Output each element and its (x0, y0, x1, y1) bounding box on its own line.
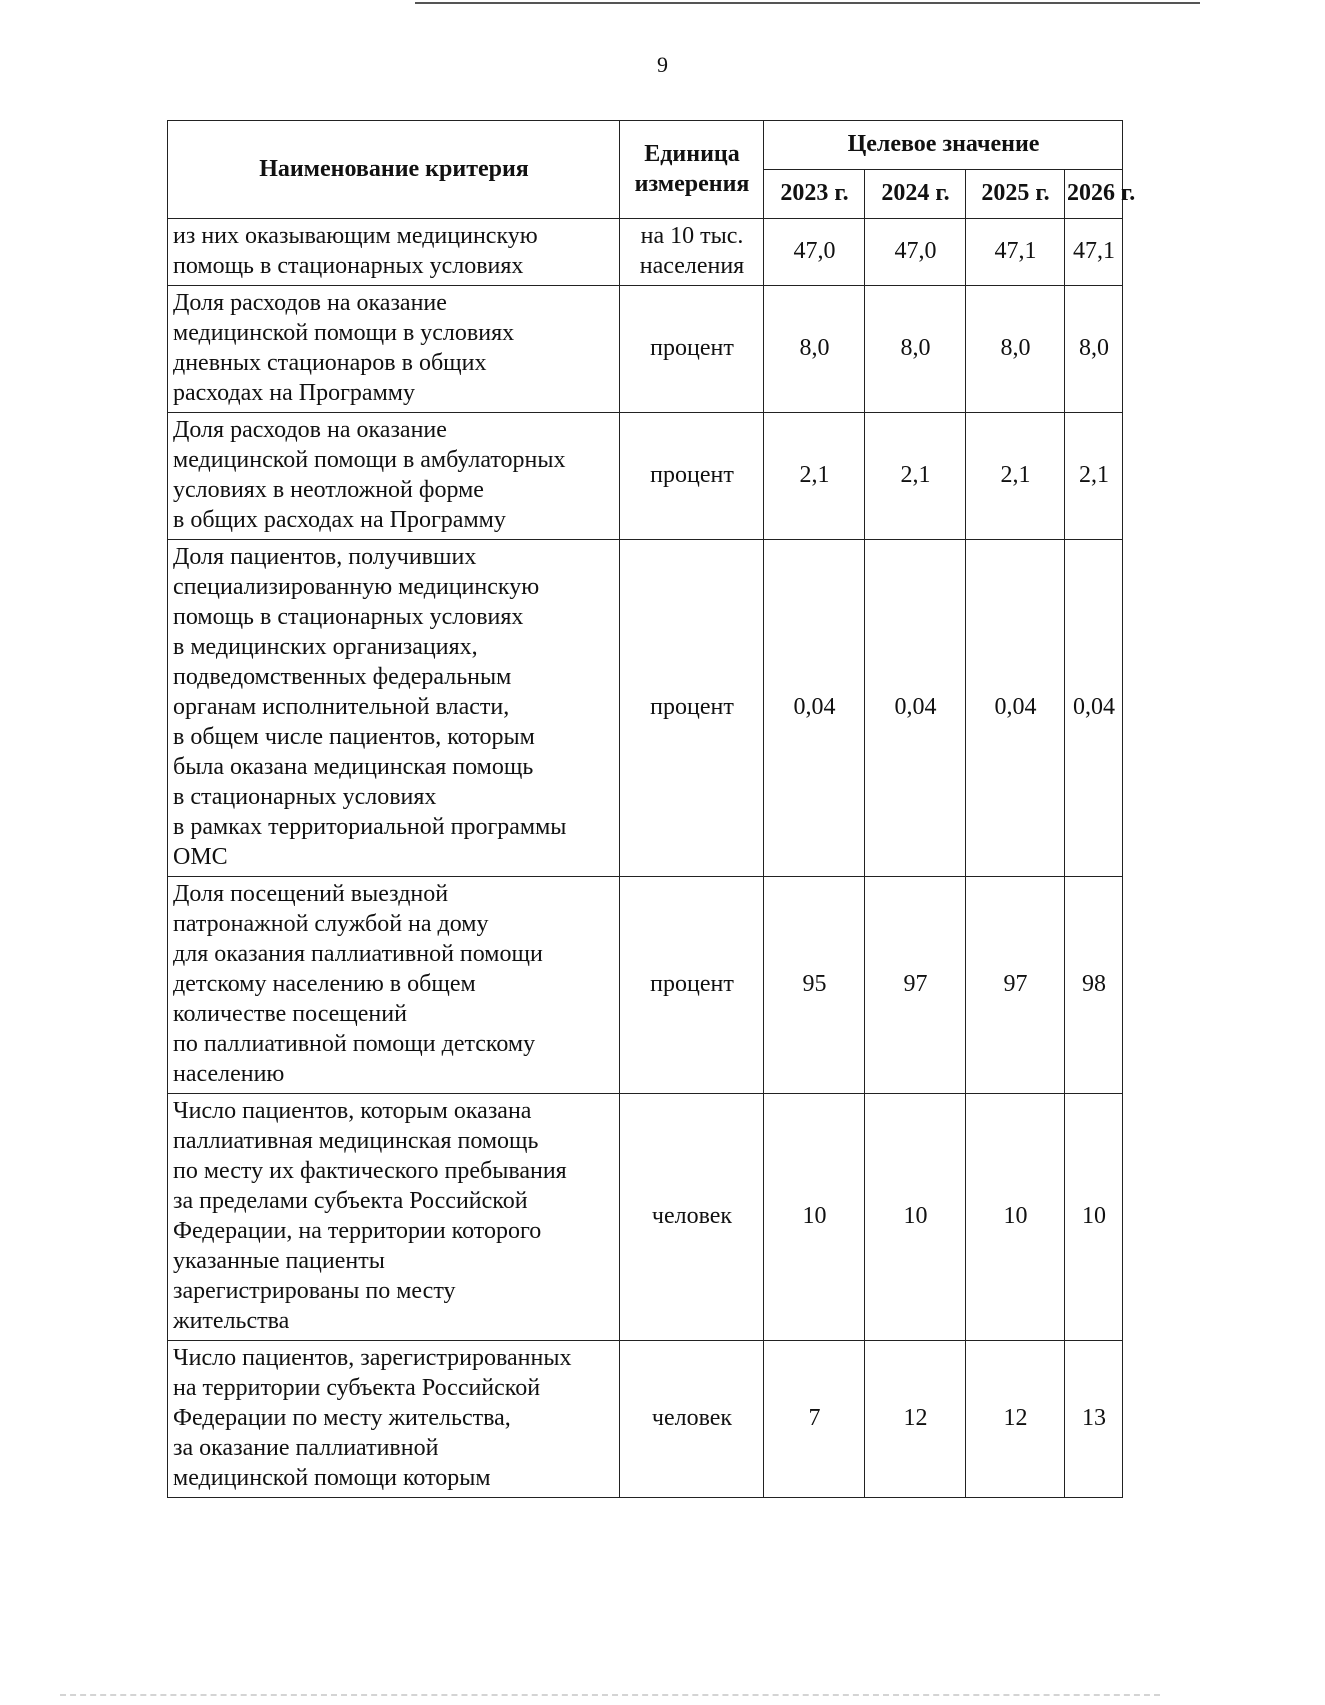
value-2025: 0,04 (966, 540, 1065, 877)
table-row (168, 877, 1123, 1094)
criterion-name: Доля посещений выездной патронажной службой на дому для оказания паллиативной помощи детскому населению в общем количестве посещений по паллиативной помощи детскому населению (168, 877, 620, 1094)
value-2023: 10 (764, 1094, 865, 1341)
value-2024: 47,0 (865, 219, 966, 286)
header-criterion-name: Наименование критерия (168, 121, 620, 219)
value-2025: 47,1 (966, 219, 1065, 286)
value-2024: 97 (865, 877, 966, 1094)
value-2023: 8,0 (764, 286, 865, 413)
unit-cell: человек (620, 1094, 764, 1341)
header-target-value: Целевое значение (764, 121, 1123, 170)
value-2026: 10 (1065, 1094, 1123, 1341)
criterion-name: из них оказывающим медицинскую помощь в стационарных условиях (168, 219, 620, 286)
value-2023: 0,04 (764, 540, 865, 877)
value-2025: 97 (966, 877, 1065, 1094)
table-row (168, 413, 1123, 540)
value-2025: 2,1 (966, 413, 1065, 540)
header-year-2025: 2025 г. (966, 170, 1065, 219)
value-2026: 2,1 (1065, 413, 1123, 540)
criterion-name: Доля пациентов, получивших специализированную медицинскую помощь в стационарных условиях в медицинских организациях, подведомственных федеральным органам исполнительной власти, в общем числе пациентов, которым была оказана медицинская помощь в стационарных условиях в рамках территориальной программы ОМС (168, 540, 620, 877)
value-2024: 10 (865, 1094, 966, 1341)
unit-cell: человек (620, 1341, 764, 1498)
table-row (168, 1341, 1123, 1498)
value-2025: 10 (966, 1094, 1065, 1341)
header-year-2026: 2026 г. (1065, 170, 1123, 219)
page-number: 9 (657, 52, 668, 77)
value-2025: 12 (966, 1341, 1065, 1498)
criterion-name: Число пациентов, которым оказана паллиативная медицинская помощь по месту их фактического пребывания за пределами субъекта Российской Федерации, на территории которого указанные пациенты зарегистрированы по месту жительства (168, 1094, 620, 1341)
table-row (168, 219, 1123, 286)
criteria-table (167, 120, 1136, 1498)
value-2026: 0,04 (1065, 540, 1123, 877)
value-2024: 0,04 (865, 540, 966, 877)
value-2024: 2,1 (865, 413, 966, 540)
table-row (168, 1094, 1123, 1341)
unit-cell: процент (620, 540, 764, 877)
value-2026: 98 (1065, 877, 1123, 1094)
value-2025: 8,0 (966, 286, 1065, 413)
scan-edge-line (415, 2, 1200, 4)
unit-cell: процент (620, 286, 764, 413)
unit-cell: процент (620, 413, 764, 540)
value-2023: 7 (764, 1341, 865, 1498)
value-2023: 2,1 (764, 413, 865, 540)
value-2023: 95 (764, 877, 865, 1094)
table-row (168, 286, 1123, 413)
value-2026: 8,0 (1065, 286, 1123, 413)
header-year-2023: 2023 г. (764, 170, 865, 219)
unit-cell: на 10 тыс. населения (620, 219, 764, 286)
criterion-name: Доля расходов на оказание медицинской помощи в условиях дневных стационаров в общих расходах на Программу (168, 286, 620, 413)
value-2026: 13 (1065, 1341, 1123, 1498)
table-row (168, 540, 1123, 877)
value-2024: 8,0 (865, 286, 966, 413)
value-2024: 12 (865, 1341, 966, 1498)
scan-edge-marks (60, 1694, 1160, 1698)
header-year-2024: 2024 г. (865, 170, 966, 219)
value-2023: 47,0 (764, 219, 865, 286)
header-unit: Единица измерения (620, 121, 764, 219)
unit-cell: процент (620, 877, 764, 1094)
criterion-name: Число пациентов, зарегистрированных на территории субъекта Российской Федерации по месту жительства, за оказание паллиативной медицинской помощи которым (168, 1341, 620, 1498)
value-2026: 47,1 (1065, 219, 1123, 286)
criterion-name: Доля расходов на оказание медицинской помощи в амбулаторных условиях в неотложной форме в общих расходах на Программу (168, 413, 620, 540)
